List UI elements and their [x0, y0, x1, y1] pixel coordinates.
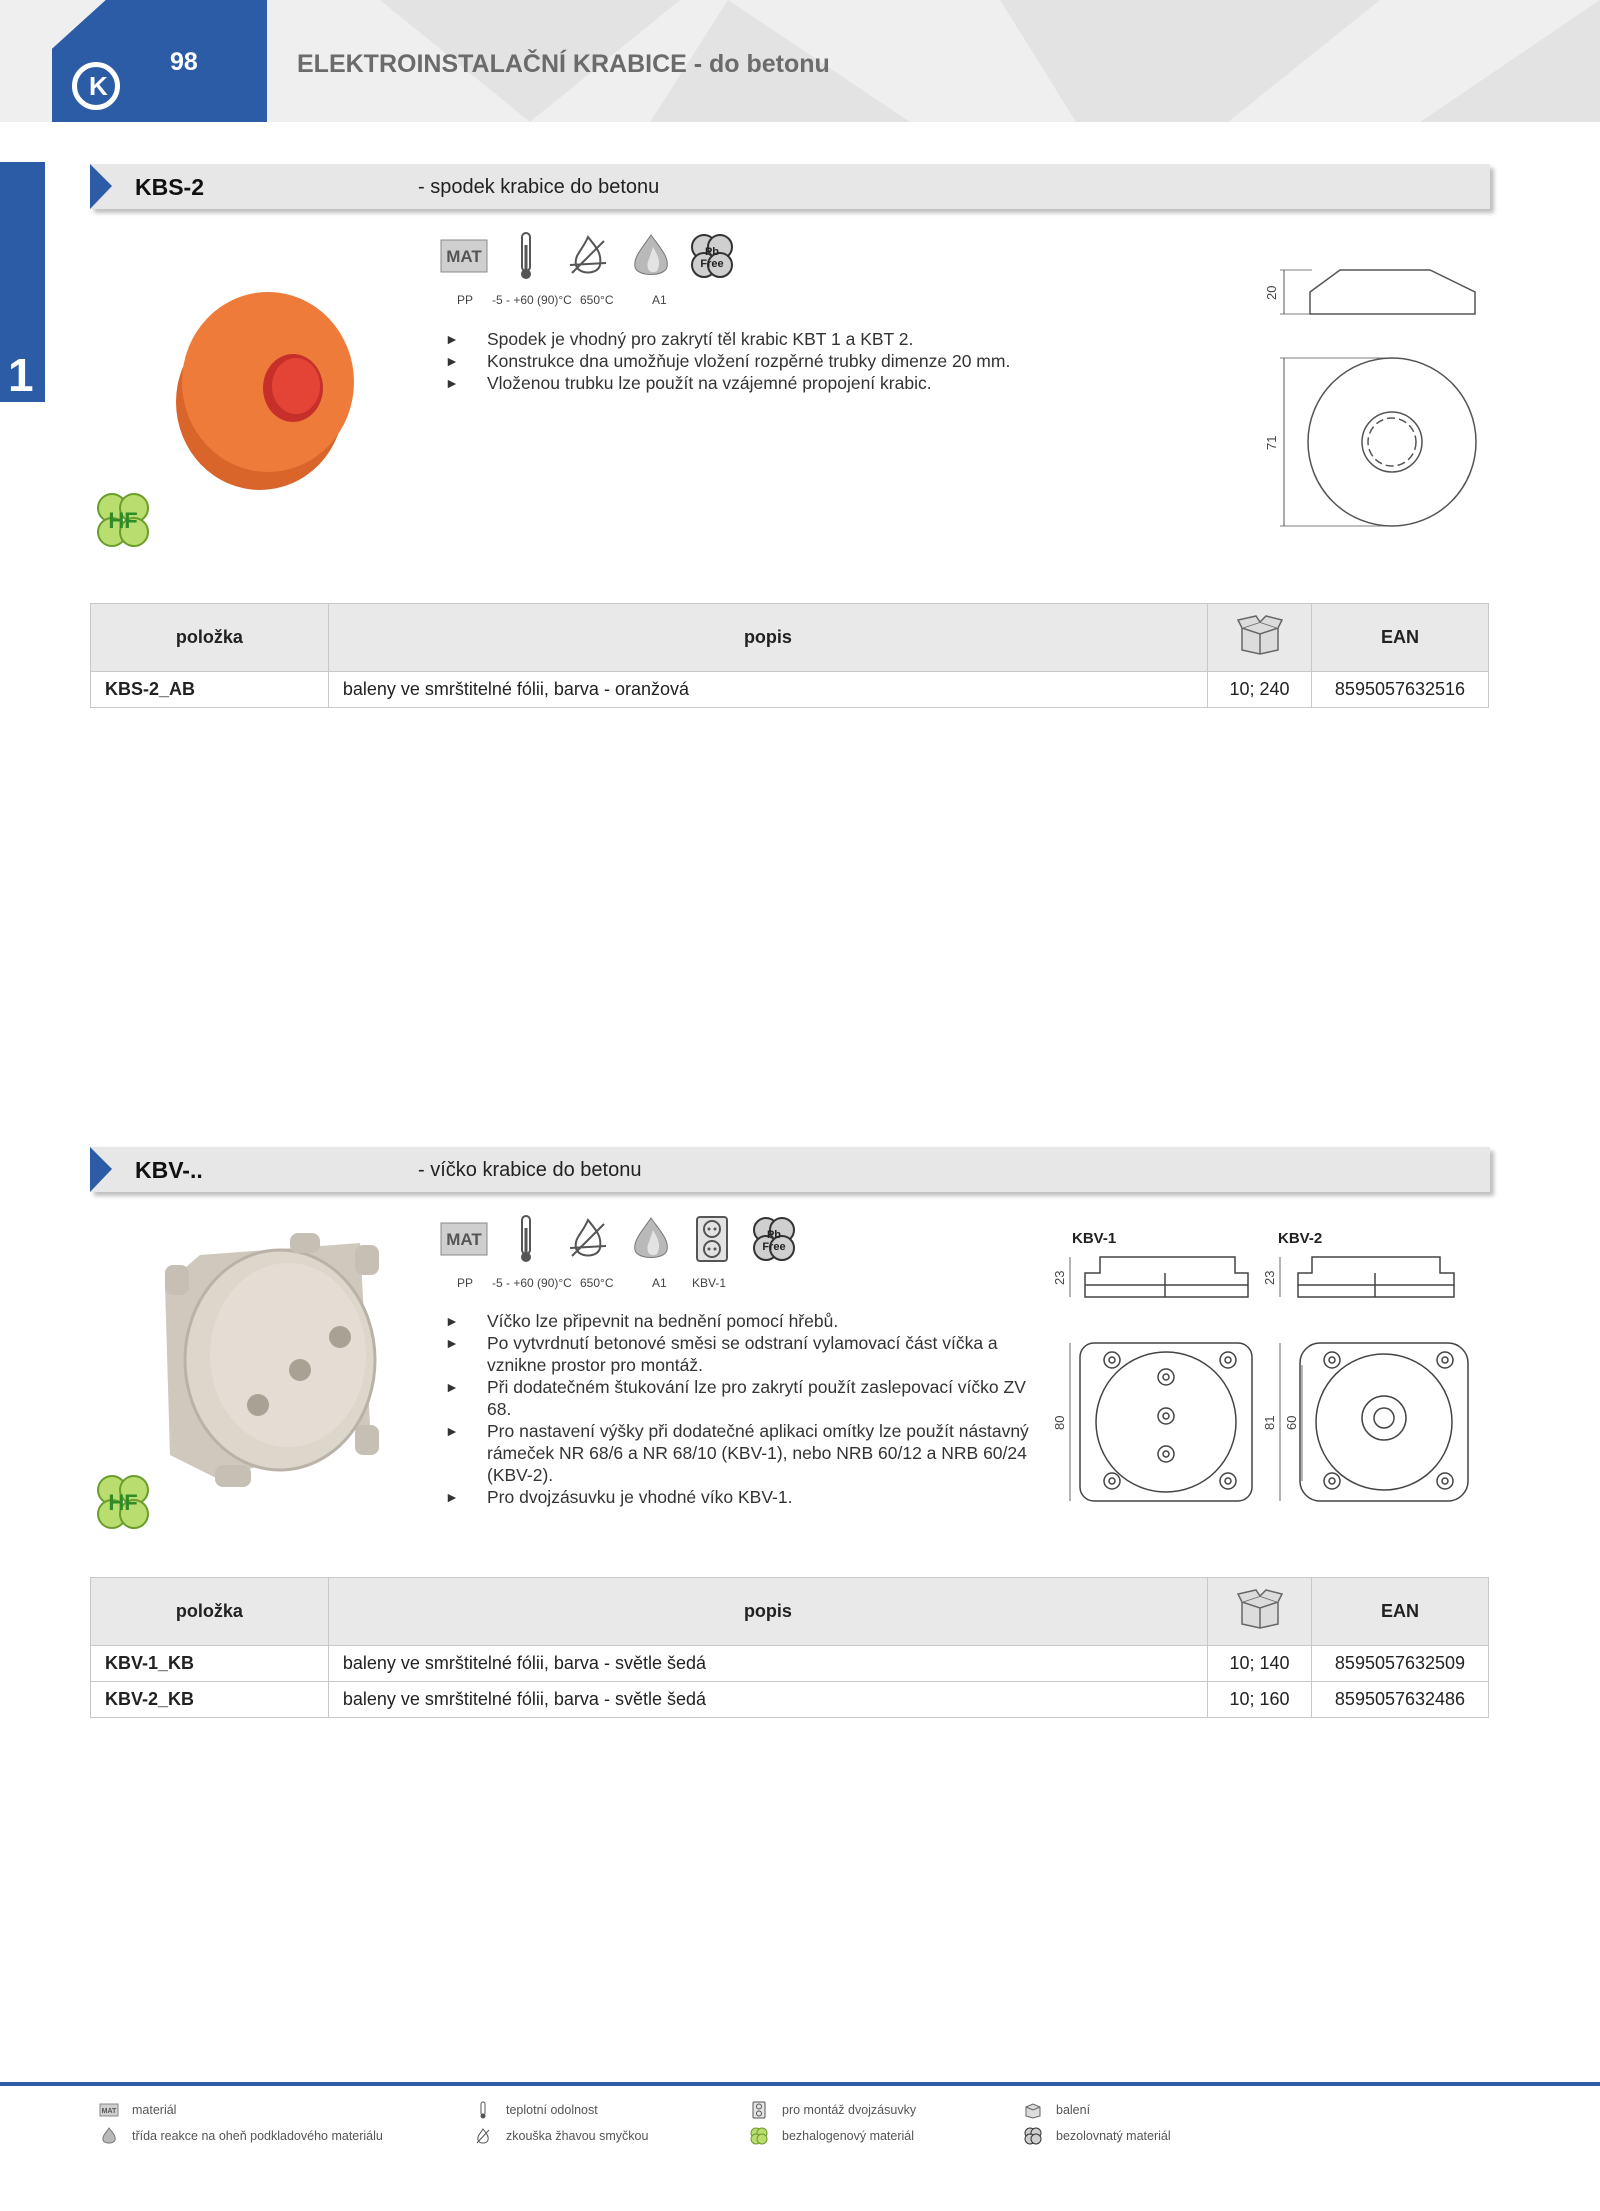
svg-text:MAT: MAT [446, 1230, 482, 1249]
list-item: ► Pro dvojzásuvku je vhodné víko KBV-1. [445, 1487, 793, 1507]
column-header-ean: EAN [1312, 604, 1489, 672]
table-header-row [91, 1578, 1489, 1646]
properties-icons [440, 232, 736, 280]
double-socket-icon [746, 2101, 772, 2119]
list-item: ► Konstrukce dna umožňuje vložení rozpěrné trubky dimenze 20 mm. [445, 351, 1011, 371]
box-icon [1236, 614, 1284, 656]
double-socket-icon [688, 1215, 736, 1263]
mat-icon [96, 2101, 122, 2119]
pb-free-icon [750, 1215, 798, 1263]
table-row: KBS-2_AB baleny ve smrštitelné fólii, barva - oranžová 10; 240 8595057632516 [91, 672, 1489, 708]
flame-icon [626, 232, 674, 280]
svg-text:81: 81 [1262, 1415, 1277, 1430]
box-icon [1236, 1588, 1284, 1630]
feature-list [445, 328, 1045, 394]
column-header-description: popis [328, 604, 1207, 672]
table-header-row [91, 604, 1489, 672]
technical-drawing-kbs2 [1260, 262, 1500, 532]
svg-text:Pb: Pb [704, 246, 720, 258]
thermometer-icon [502, 1215, 550, 1263]
hf-icon [746, 2127, 772, 2145]
header-decoration [1420, 0, 1600, 122]
pb-free-icon [1020, 2127, 1046, 2145]
svg-text:HF: HF [108, 1490, 138, 1515]
list-item: ► Spodek je vhodný pro zakrytí těl krabic KBT 1 a KBT 2. [445, 329, 914, 349]
svg-text:HF: HF [108, 508, 138, 533]
flame-icon [626, 1215, 674, 1263]
thermometer-icon [470, 2101, 496, 2119]
list-item: ► Vloženou trubku lze použít na vzájemné propojení krabic. [445, 373, 932, 393]
box-icon [1020, 2101, 1046, 2119]
svg-text:23: 23 [1052, 1270, 1067, 1285]
table-row: KBV-2_KB baleny ve smrštitelné fólii, barva - světle šedá 10; 160 8595057632486 [91, 1682, 1489, 1718]
pb-free-icon [688, 232, 736, 280]
legend-item: balení [1020, 2101, 1090, 2119]
product-table-kbv [90, 1577, 1489, 1718]
hf-icon [90, 1470, 156, 1536]
svg-text:23: 23 [1262, 1270, 1277, 1285]
legend-item: bezolovnatý materiál [1020, 2127, 1171, 2145]
list-item: ► Víčko lze připevnit na bednění pomocí hřebů. [445, 1311, 839, 1331]
product-photo-kbs2 [160, 270, 360, 495]
page-title: ELEKTROINSTALAČNÍ KRABICE - do betonu [297, 50, 830, 78]
table-row: KBV-1_KB baleny ve smrštitelné fólii, barva - světle šedá 10; 140 8595057632509 [91, 1646, 1489, 1682]
svg-text:KBV-2: KBV-2 [1278, 1230, 1323, 1247]
svg-text:KBV-1: KBV-1 [1072, 1230, 1117, 1247]
svg-text:Pb: Pb [766, 1229, 782, 1241]
glow-wire-icon [470, 2127, 496, 2145]
svg-text:80: 80 [1052, 1415, 1067, 1430]
product-photo-kbv [160, 1225, 400, 1495]
hf-icon [90, 488, 156, 554]
section-description: - víčko krabice do betonu [418, 1159, 642, 1181]
product-table-kbs2 [90, 603, 1489, 708]
section-code: KBV-.. [135, 1157, 203, 1183]
properties-icons [440, 1215, 798, 1263]
column-header-ean: EAN [1312, 1578, 1489, 1646]
header-decoration [1000, 0, 1380, 122]
mat-icon [440, 1215, 488, 1263]
column-header-packaging [1208, 1578, 1312, 1646]
footer-divider [0, 2082, 1600, 2086]
section-description: - spodek krabice do betonu [418, 176, 660, 198]
glow-wire-icon [564, 232, 612, 280]
legend-item: teplotní odolnost [470, 2101, 598, 2119]
section-header-kbs2 [90, 164, 1490, 209]
chapter-tab: 1 [0, 162, 45, 402]
section-arrow-icon [90, 164, 112, 209]
legend-item: třída reakce na oheň podkladového materiálu [96, 2127, 383, 2145]
page-number: 98 [170, 48, 198, 76]
legend-item: pro montáž dvojzásuvky [746, 2101, 916, 2119]
logo: K [72, 62, 120, 110]
legend-item: zkouška žhavou smyčkou [470, 2127, 648, 2145]
legend-item: bezhalogenový materiál [746, 2127, 914, 2145]
svg-text:MAT: MAT [101, 2108, 117, 2115]
flame-icon [96, 2127, 122, 2145]
svg-text:71: 71 [1264, 435, 1279, 450]
technical-drawing-kbv [1050, 1225, 1490, 1505]
column-header-packaging [1208, 604, 1312, 672]
svg-text:20: 20 [1264, 285, 1279, 300]
list-item: ► Při dodatečném štukování lze pro zakrytí použít zaslepovací víčko ZV 68. [445, 1377, 1026, 1419]
svg-text:60: 60 [1284, 1415, 1299, 1430]
legend-item: MAT materiál [96, 2101, 176, 2119]
glow-wire-icon [564, 1215, 612, 1263]
page-header [0, 0, 1600, 122]
section-code: KBS-2 [135, 174, 205, 200]
section-arrow-icon [90, 1147, 112, 1192]
column-header-item: položka [91, 1578, 329, 1646]
list-item: ► Po vytvrdnutí betonové směsi se odstraní vylamovací část víčka a vznikne prostor pro montáž. [445, 1333, 998, 1375]
svg-text:Free: Free [700, 258, 724, 270]
section-header-kbv [90, 1147, 1490, 1192]
column-header-item: položka [91, 604, 329, 672]
thermometer-icon [502, 232, 550, 280]
svg-text:MAT: MAT [446, 247, 482, 266]
list-item: ► Pro nastavení výšky při dodatečné aplikaci omítky lze použít nástavný rámeček NR 68/6 a NR 68/10 (KBV-1), nebo NRB 60/12 a NRB 60/24 (KBV-2). [445, 1421, 1029, 1485]
feature-list [445, 1310, 1040, 1508]
mat-icon [440, 232, 488, 280]
svg-text:Free: Free [762, 1241, 786, 1253]
column-header-description: popis [328, 1578, 1207, 1646]
